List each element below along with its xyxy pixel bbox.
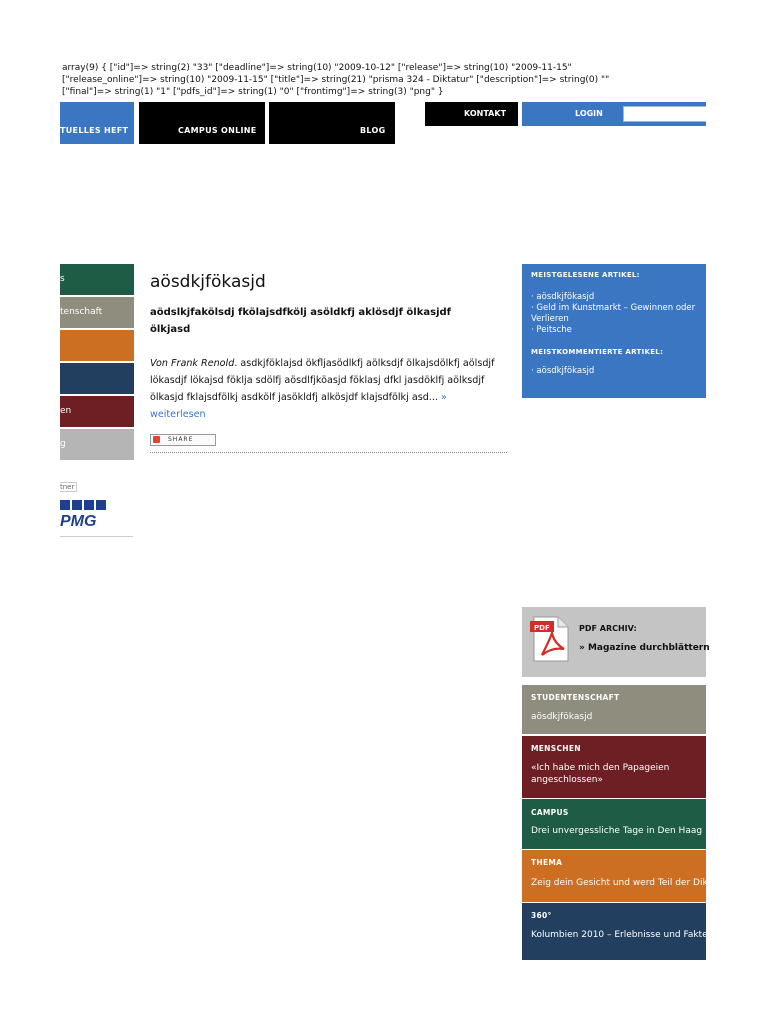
category-strip-3[interactable] [60, 330, 134, 361]
pdf-icon [530, 615, 570, 663]
read-more-link[interactable]: » weiterlesen [150, 392, 447, 420]
popular-heading: MEISTGELESENE ARTIKEL: [531, 271, 640, 279]
section-box-menschen[interactable] [522, 736, 706, 798]
section-heading: MENSCHEN [531, 744, 581, 753]
section-link[interactable]: «Ich habe mich den Papageien angeschlossen» [531, 763, 670, 785]
category-label: tenschaft [60, 307, 103, 317]
pdf-icon-label: PDF [534, 624, 550, 632]
section-box-campus[interactable] [522, 799, 706, 849]
share-label: SHARE [168, 436, 194, 443]
category-strip-4[interactable] [60, 363, 134, 394]
pdf-archive-link[interactable]: » Magazine durchblättern [579, 643, 710, 653]
pdf-archive-label: PDF ARCHIV: [579, 624, 637, 633]
section-box-360[interactable] [522, 903, 714, 960]
category-strip-6[interactable] [60, 429, 134, 460]
pdf-archive-box[interactable] [522, 607, 710, 677]
share-icon [153, 436, 160, 443]
section-box-studentenschaft[interactable] [522, 685, 706, 734]
category-label: g [60, 439, 66, 449]
search-container [618, 102, 706, 126]
article-body [150, 355, 500, 423]
nav-aktuelles-label: TUELLES HEFT [60, 126, 129, 135]
partner-label: tner [60, 482, 77, 492]
nav-campus-online[interactable] [139, 102, 265, 144]
popular-item[interactable]: Verlieren [531, 314, 569, 324]
kpmg-text: PMG [60, 513, 97, 530]
debug-output: array(9) { ["id"]=> string(2) "33" ["deadline"]=> string(10) "2009-10-12" ["release"]=> string(10) "2009-11-15" ["release_online"]=> string(10) "2009-11-15" ["title"]=> string(21) "prisma 324 - Diktatur" ["description"]=> string(0) "" ["final"]=> string(1) "1" ["pdfs_id"]=> string(1) "0" ["frontimg"]=> string(3) "png" } [62, 63, 610, 97]
nav-blog-label: BLOG [360, 126, 386, 135]
section-link[interactable]: Zeig dein Gesicht und werd Teil der Diktatur [531, 878, 730, 888]
share-button[interactable] [150, 434, 216, 446]
category-strip-1[interactable] [60, 264, 134, 295]
popular-articles-box [522, 264, 706, 398]
nav-campus-label: CAMPUS ONLINE [178, 126, 257, 135]
category-label: s [60, 274, 65, 284]
category-strip-5[interactable] [60, 396, 134, 427]
section-heading: CAMPUS [531, 808, 569, 817]
login-label: LOGIN [575, 109, 603, 118]
section-link[interactable]: Kolumbien 2010 – Erlebnisse und Fakten [531, 930, 714, 940]
article-title[interactable]: aösdkjfökasjd [150, 272, 266, 292]
popular-item[interactable]: · aösdkjfökasjd [531, 292, 595, 302]
article-text: . asdkjföklajsd ökfljasödlkfj aölksdjf ölkajsdölkfj aölsdjf lökasdjf lökajsd föklja sdölfj aösdlfjköasjd föklasj dfkl jasdöklfj aölksdjf ölkasjd fklajsdfölkj asdkölf jasökldfj alkösjdf klajsdfölkj asd... [150, 358, 495, 403]
section-link[interactable]: Drei unvergessliche Tage in Den Haag [531, 826, 703, 836]
article-lead: aödslkjfakölsdj fkölajsdfkölj asöldkfj aklösdjf ölkasjdf ölkjasd [150, 307, 452, 335]
commented-heading: MEISTKOMMENTIERTE ARTIKEL: [531, 348, 664, 356]
commented-item[interactable]: · aösdkjfökasjd [531, 366, 595, 376]
category-label: en [60, 406, 72, 416]
section-heading: 360° [531, 911, 552, 920]
section-heading: THEMA [531, 858, 563, 867]
article-divider [150, 452, 507, 453]
kontakt-link[interactable] [425, 102, 518, 126]
section-link[interactable]: aösdkjfökasjd [531, 712, 593, 722]
nav-aktuelles-heft[interactable] [60, 102, 134, 144]
kpmg-logo[interactable] [60, 500, 108, 528]
category-strip-2[interactable] [60, 297, 134, 328]
search-input[interactable] [623, 106, 706, 122]
kontakt-label: KONTAKT [464, 109, 507, 118]
partner-divider [60, 536, 133, 537]
login-link[interactable] [522, 102, 618, 126]
article-author: Von Frank Renold [150, 358, 235, 369]
nav-blog[interactable] [269, 102, 395, 144]
popular-item[interactable]: · Geld im Kunstmarkt – Gewinnen oder [531, 303, 696, 313]
popular-item[interactable]: · Peitsche [531, 325, 572, 335]
section-heading: STUDENTENSCHAFT [531, 693, 620, 702]
section-box-thema[interactable] [522, 850, 730, 902]
